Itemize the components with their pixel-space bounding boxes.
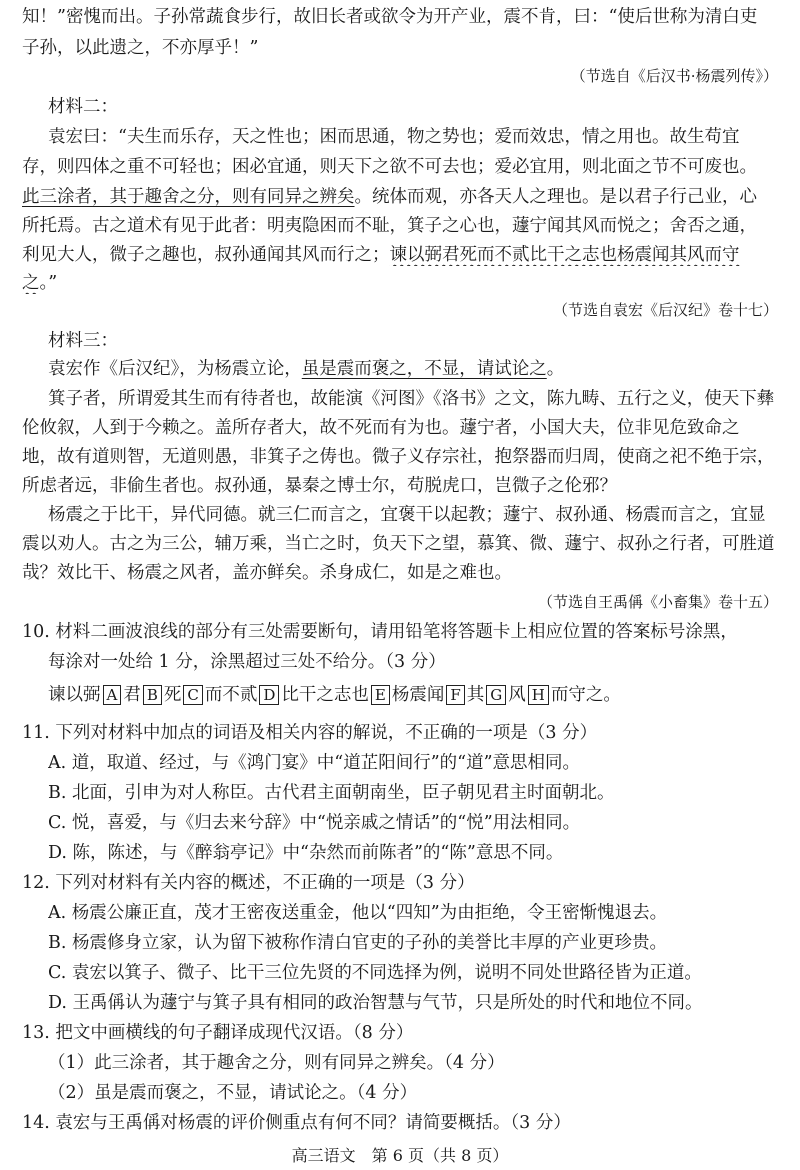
break-option-d[interactable]: D [259, 685, 279, 705]
seq-text: 谏以弼 [48, 685, 101, 705]
question-14-stem: 14. 袁宏与王禹偁对杨震的评价侧重点有何不同？请简要概括。（3 分） [22, 1113, 571, 1133]
wavy-underlined-text: 谏以弼君死而不贰比干之志也杨震闻其风而守 [389, 245, 740, 265]
seq-text: 而守之。 [550, 685, 621, 705]
seq-text: 其 [466, 685, 485, 705]
passage-line [22, 272, 782, 294]
wavy-underlined-text: 之 [22, 273, 40, 293]
seq-text: 而不贰 [204, 685, 258, 705]
passage-text: 袁宏作《后汉纪》，为杨震立论， [48, 359, 302, 379]
passage-line: 杨震之于比干，异代同德。就三仁而言之，宜褒干以起教；蘧宁、叔孙通、杨震而言之，宜显 [48, 505, 766, 525]
option-c[interactable]: C. 悦，喜爱，与《归去来兮辞》中“悦亲戚之情话”的“悦”用法相同。 [48, 813, 581, 833]
option-a[interactable]: A. 杨震公廉正直，茂才王密夜送重金，他以“四知”为由拒绝，令王密惭愧退去。 [48, 903, 668, 923]
passage-line: 震以劝人。古之为三公，辅万乘，当亡之时，负天下之望，慕箕、微、蘧宁、叔孙之行者，可胜道 [22, 534, 775, 554]
passage-line [22, 186, 782, 208]
passage-line: 存，则四体之重不可轻也；困必宜通，则天下之欲不可去也；爱必宜用，则北面之节不可废也。 [22, 157, 757, 177]
passage-line: 箕子者，所谓爱其生而有待者也，故能演《河图》《洛书》之文，陈九畴、五行之义，使天下彝 [48, 389, 775, 409]
q13-item-1: （1）此三涂者，其于趣舍之分，则有同异之辨矣。（4 分） [48, 1053, 505, 1073]
seq-text: 风 [508, 685, 526, 705]
break-option-b[interactable]: B [143, 685, 162, 705]
underlined-sentence: 此三涂者，其于趣舍之分，则有同异之辨矣 [22, 187, 355, 207]
seq-text: 死 [163, 685, 182, 705]
source-note: （节选自王禹偁《小畜集》卷十五） [537, 593, 778, 611]
question-10-sequence [48, 684, 782, 706]
underlined-sentence: 虽是震而褒之，不显，请试论之 [301, 359, 547, 379]
option-d[interactable]: D. 王禹偁认为蘧宁与箕子具有相同的政治智慧与气节，只是所处的时代和地位不同。 [48, 993, 703, 1013]
question-13-stem: 13. 把文中画横线的句子翻译成现代汉语。（8 分） [22, 1023, 414, 1043]
option-b[interactable]: B. 杨震修身立家，认为留下被称作清白官吏的子孙的美誉比丰厚的产业更珍贵。 [48, 933, 667, 953]
question-10-stem: 10. 材料二画波浪线的部分有三处需要断句，请用铅笔将答题卡上相应位置的答案标号涂黑， [22, 622, 738, 642]
passage-text: 利见大人，微子之趣也，叔孙通闻其风而行之； [22, 245, 390, 265]
passage-line: 所虑者远，非偷生者也。叔孙通，暴秦之博士尔，苟脱虎口，岂微子之伦邪？ [22, 476, 617, 496]
option-a[interactable]: A. 道，取道、经过，与《鸿门宴》中“道芷阳间行”的“道”意思相同。 [48, 753, 581, 773]
passage-line: 哉？效比干、杨震之风者，盖亦鲜矣。杀身成仁，如是之难也。 [22, 563, 512, 583]
break-option-f[interactable]: F [446, 685, 464, 705]
break-option-h[interactable]: H [528, 685, 549, 705]
seq-text: 杨震闻 [391, 685, 445, 705]
source-note: （节选自《后汉书·杨震列传》） [570, 67, 778, 85]
page-footer: 高三语文 第 6 页（共 8 页） [291, 1146, 509, 1165]
option-c[interactable]: C. 袁宏以箕子、微子、比干三位先贤的不同选择为例，说明不同处世路径皆为正道。 [48, 963, 702, 983]
passage-line [48, 358, 782, 380]
passage-text: 。” [39, 273, 58, 293]
question-12-stem: 12. 下列对材料有关内容的概述，不正确的一项是（3 分） [22, 873, 475, 893]
break-option-c[interactable]: C [183, 685, 202, 705]
material-heading: 材料二： [48, 97, 118, 117]
option-b[interactable]: B. 北面，引申为对人称臣。古代君主面朝南坐，臣子朝见君主时面朝北。 [48, 783, 615, 803]
passage-text: 。统体而观，亦各天人之理也。是以君子行己业，心 [354, 187, 757, 207]
question-11-stem: 11. 下列对材料中加点的词语及相关内容的解说，不正确的一项是（3 分） [22, 723, 598, 743]
break-option-g[interactable]: G [486, 685, 506, 705]
passage-line [22, 244, 782, 266]
source-note: （节选自袁宏《后汉纪》卷十七） [552, 301, 778, 319]
seq-text: 比干之志也 [281, 685, 369, 705]
q13-item-2: （2）虽是震而褒之，不显，请试论之。（4 分） [48, 1083, 418, 1103]
question-10-stem-cont: 每涂对一处给 1 分，涂黑超过三处不给分。（3 分） [48, 652, 446, 672]
material-heading: 材料三： [48, 331, 118, 351]
passage-line: 伦攸叙，人到于今赖之。盖所存者大，故不死而有为也。蘧宁者，小国大夫，位非见危致命之 [22, 418, 740, 438]
break-option-a[interactable]: A [103, 685, 122, 705]
passage-line: 知！”密愧而出。子孙常蔬食步行，故旧长者或欲令为开产业，震不肯，曰：“使后世称为清白吏 [22, 7, 758, 27]
option-d[interactable]: D. 陈，陈述，与《醉翁亭记》中“杂然而前陈者”的“陈”意思不同。 [48, 843, 564, 863]
passage-line: 袁宏曰：“夫生而乐存，天之性也；困而思通，物之势也；爱而效忠，情之用也。故生苟宜 [48, 127, 740, 147]
passage-text: 。 [546, 359, 565, 379]
seq-text: 君 [123, 685, 141, 705]
passage-line: 地，故有道则智，无道则愚，非箕子之俦也。微子义存宗社，抱祭器而归周，使商之祀不绝于宗， [22, 447, 775, 467]
passage-line: 所托焉。古之道术有见于此者：明夷隐困而不耻，箕子之心也，蘧宁闻其风而悦之；舍否之通， [22, 216, 757, 236]
passage-line: 子孙，以此遗之，不亦厚乎！” [22, 38, 259, 58]
break-option-e[interactable]: E [371, 685, 390, 705]
